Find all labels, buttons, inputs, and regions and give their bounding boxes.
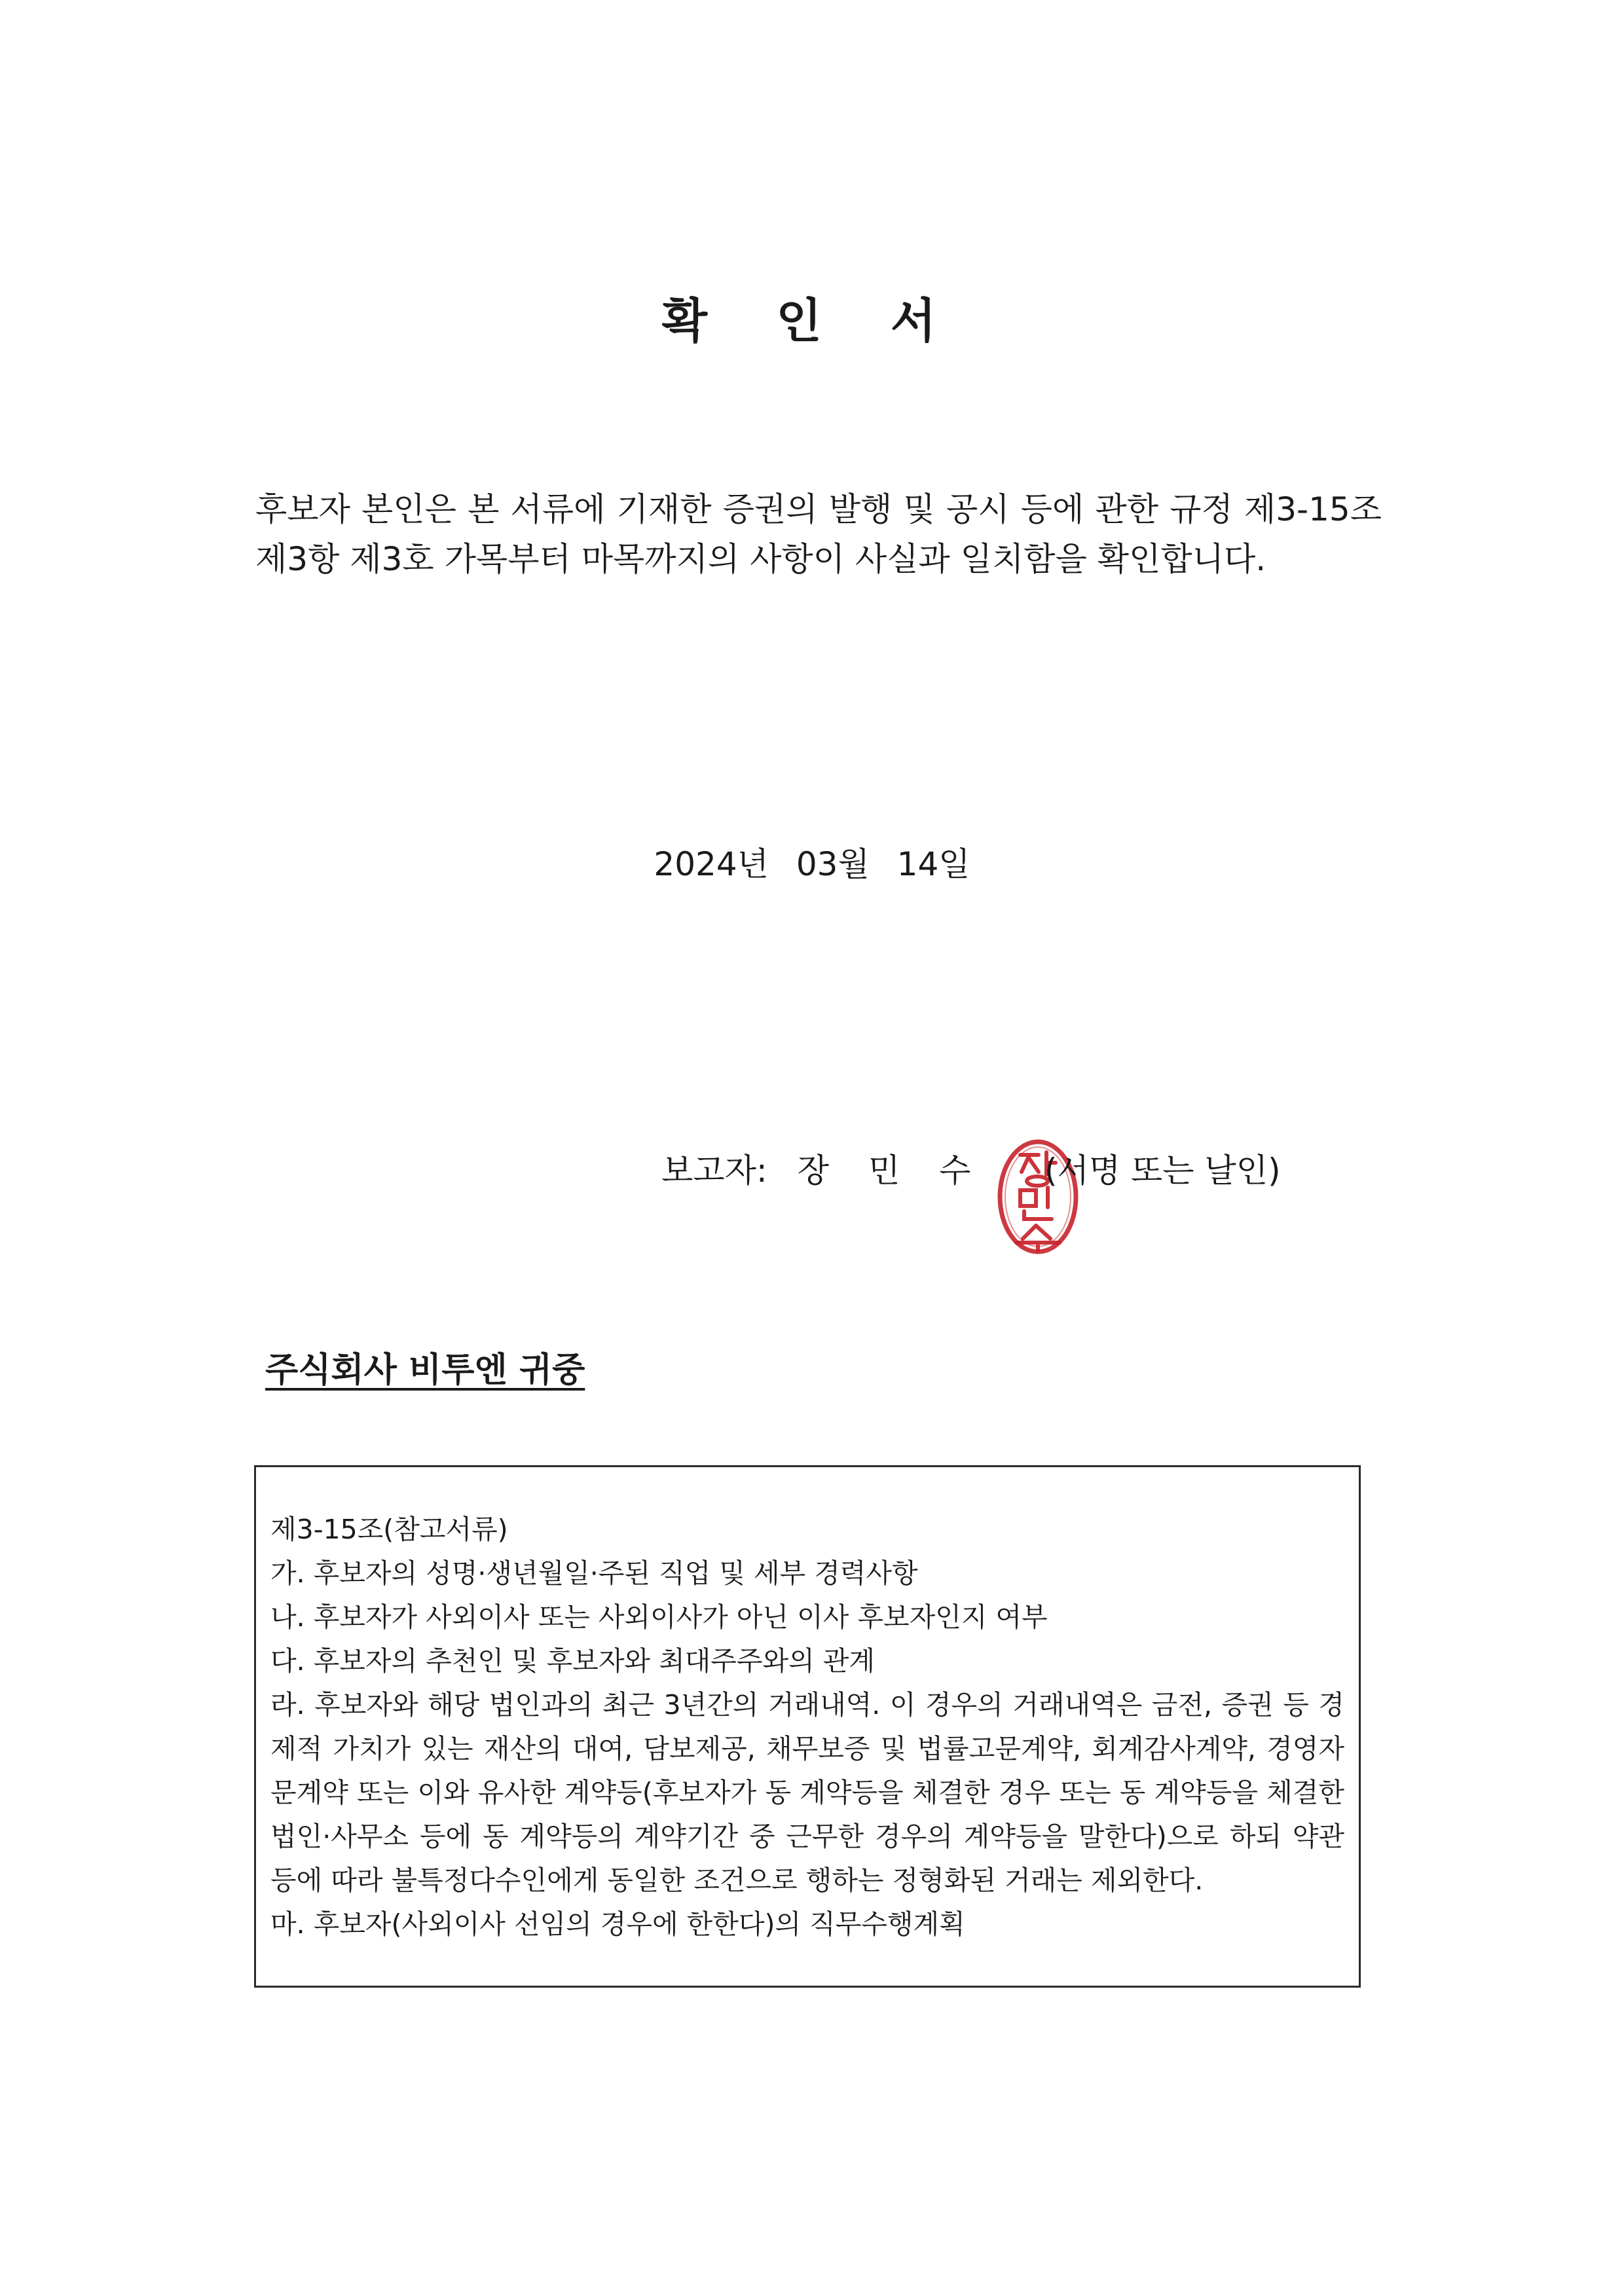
confirmation-statement: 후보자 본인은 본 서류에 기재한 증권의 발행 및 공시 등에 관한 규정 제3-15조 제3항 제3호 가목부터 마목까지의 사항이 사실과 일치함을 확인합니다. — [255, 490, 1382, 578]
reference-item: 가. 후보자의 성명·생년월일·주된 직업 및 세부 경력사항 — [270, 1558, 918, 1589]
document-title: 확 인 서 — [661, 293, 963, 348]
reference-content — [270, 1508, 1344, 1946]
reporter-label: 보고자: — [661, 1152, 767, 1190]
recipient-line: 주식회사 비투엔 귀중 — [265, 1351, 585, 1390]
reference-item: 라. 후보자와 해당 법인과의 최근 3년간의 거래내역. 이 경우의 거래내역은 금전, 증권 등 경제적 가치가 있는 재산의 대여, 담보제공, 채무보증 및 법률고문계약, 회계감사계약, 경영자문계약 또는 이와 유사한 계약등(후보자가 동 계약등을 체결한 경우 또는 동 계약등을 체결한 법인·사무소 등에 동 계약등의 계약기간 중 근무한 경우의 계약등을 말한다)으로 하되 약관 등에 따라 불특정다수인에게 동일한 조건으로 행하는 정형화된 거래는 제외한다. — [270, 1689, 1344, 1896]
signature-note: (서명 또는 날인) — [1044, 1152, 1281, 1190]
reference-item: 마. 후보자(사외이사 선임의 경우에 한한다)의 직무수행계획 — [270, 1908, 965, 1940]
reference-box — [254, 1465, 1361, 1988]
reference-item: 다. 후보자의 추천인 및 후보자와 최대주주와의 관계 — [270, 1645, 875, 1677]
reference-heading: 제3-15조(참고서류) — [270, 1514, 508, 1545]
document-date: 2024년 03월 14일 — [654, 845, 970, 883]
reporter-name: 장 민 수 — [797, 1152, 986, 1190]
reporter-line — [661, 1146, 985, 1195]
reference-item: 나. 후보자가 사외이사 또는 사외이사가 아닌 이사 후보자인지 여부 — [270, 1601, 1048, 1633]
